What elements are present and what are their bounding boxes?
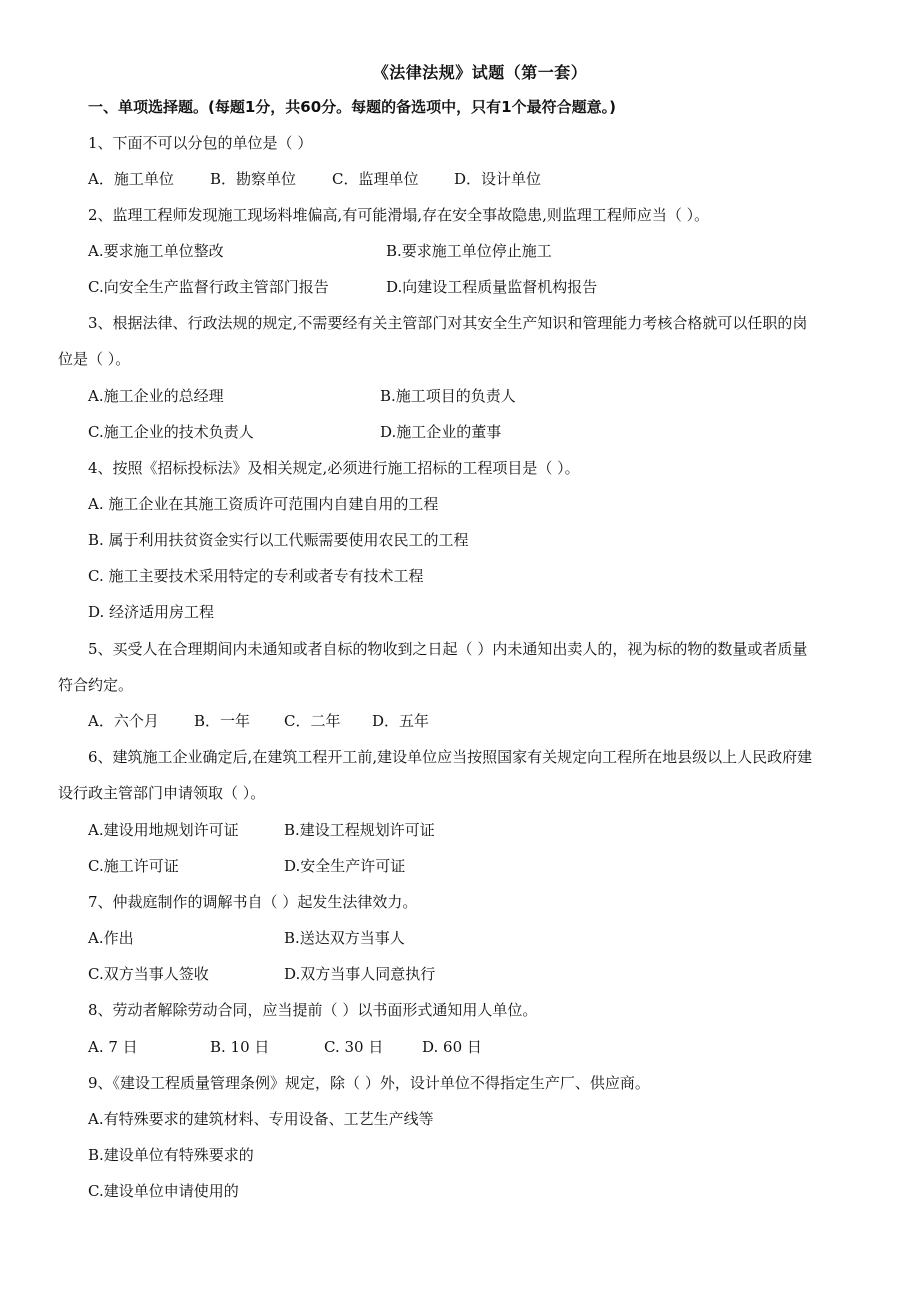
question-3-option-b: B.施工项目的负责人: [380, 387, 516, 405]
question-4-option-d: D. 经济适用房工程: [88, 603, 215, 621]
question-5-option-b: B．一年: [194, 712, 251, 730]
question-1-option-a: A．施工单位: [88, 170, 174, 188]
question-5-option-a: A．六个月: [88, 712, 159, 730]
question-7-option-a: A.作出: [88, 929, 134, 947]
question-8-option-b: B. 10 日: [210, 1038, 270, 1056]
question-1-option-d: D．设计单位: [454, 170, 542, 188]
question-2-option-c: C.向安全生产监督行政主管部门报告: [88, 278, 329, 296]
question-2-option-b: B.要求施工单位停止施工: [386, 242, 552, 260]
question-9-option-a: A.有特殊要求的建筑材料、专用设备、工艺生产线等: [88, 1110, 434, 1128]
question-6-option-c: C.施工许可证: [88, 857, 179, 875]
question-7-option-d: D.双方当事人同意执行: [284, 965, 436, 983]
question-2-option-d: D.向建设工程质量监督机构报告: [386, 278, 598, 296]
question-1-option-b: B．勘察单位: [210, 170, 297, 188]
question-2-option-a: A.要求施工单位整改: [88, 242, 224, 260]
question-3-stem-line-2: 位是（ ）。: [58, 350, 131, 368]
question-7-option-b: B.送达双方当事人: [284, 929, 405, 947]
document-title: 《法律法规》试题（第一套）: [372, 63, 588, 82]
question-3-option-c: C.施工企业的技术负责人: [88, 423, 254, 441]
question-2-stem: 2、监理工程师发现施工现场料堆偏高,有可能滑塌,存在安全事故隐患,则监理工程师应当（ ）。: [88, 206, 710, 224]
question-4-option-a: A. 施工企业在其施工资质许可范围内自建自用的工程: [88, 495, 439, 513]
question-3-option-a: A.施工企业的总经理: [88, 387, 224, 405]
question-4-stem: 4、按照《招标投标法》及相关规定,必须进行施工招标的工程项目是（ ）。: [88, 459, 580, 477]
question-3-option-d: D.施工企业的董事: [380, 423, 502, 441]
question-5-stem-line-1: 5、买受人在合理期间内未通知或者自标的物收到之日起（ ）内未通知出卖人的，视为标的物的数量或者质量: [88, 640, 808, 658]
question-8-option-a: A. 7 日: [88, 1038, 138, 1056]
question-8-option-c: C. 30 日: [324, 1038, 384, 1056]
question-4-option-b: B. 属于利用扶贫资金实行以工代赈需要使用农民工的工程: [88, 531, 469, 549]
question-9-option-b: B.建设单位有特殊要求的: [88, 1146, 254, 1164]
question-1-stem: 1、下面不可以分包的单位是（ ）: [88, 134, 313, 152]
question-6-option-d: D.安全生产许可证: [284, 857, 406, 875]
question-7-stem: 7、仲裁庭制作的调解书自（ ）起发生法律效力。: [88, 893, 418, 911]
question-9-option-c: C.建设单位申请使用的: [88, 1182, 239, 1200]
section-heading: 一、单项选择题。(每题1分，共60分。每题的备选项中，只有1个最符合题意。): [88, 98, 616, 116]
question-1-option-c: C．监理单位: [332, 170, 419, 188]
question-5-option-d: D．五年: [372, 712, 430, 730]
question-7-option-c: C.双方当事人签收: [88, 965, 209, 983]
question-8-option-d: D. 60 日: [422, 1038, 482, 1056]
question-6-option-a: A.建设用地规划许可证: [88, 821, 239, 839]
question-8-stem: 8、劳动者解除劳动合同，应当提前（ ）以书面形式通知用人单位。: [88, 1001, 538, 1019]
question-6-option-b: B.建设工程规划许可证: [284, 821, 435, 839]
question-6-stem-line-2: 设行政主管部门申请领取（ ）。: [58, 784, 266, 802]
question-5-stem-line-2: 符合约定。: [58, 676, 134, 694]
question-3-stem-line-1: 3、根据法律、行政法规的规定,不需要经有关主管部门对其安全生产知识和管理能力考核合格就可以任职的岗: [88, 314, 808, 332]
question-9-stem: 9、《建设工程质量管理条例》规定，除（ ）外，设计单位不得指定生产厂、供应商。: [88, 1074, 650, 1092]
question-5-option-c: C．二年: [284, 712, 341, 730]
question-4-option-c: C. 施工主要技术采用特定的专利或者专有技术工程: [88, 567, 424, 585]
question-6-stem-line-1: 6、建筑施工企业确定后,在建筑工程开工前,建设单位应当按照国家有关规定向工程所在地县级以上人民政府建: [88, 748, 813, 766]
